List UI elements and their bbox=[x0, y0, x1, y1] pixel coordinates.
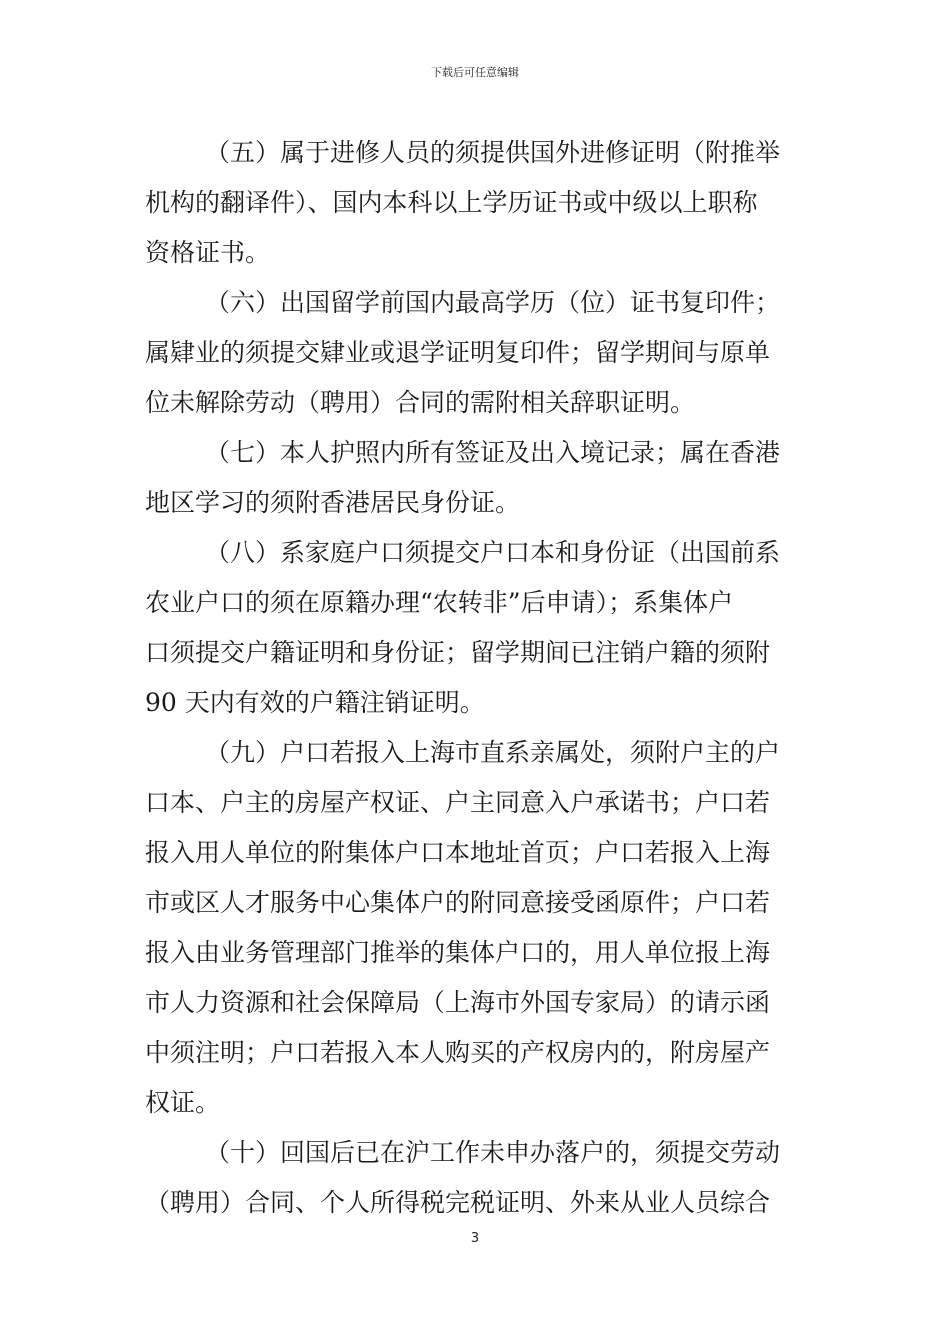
text-line: 属肄业的须提交肄业或退学证明复印件；留学期间与原单 bbox=[145, 338, 771, 367]
paragraph-5 bbox=[145, 128, 790, 278]
paragraph-8 bbox=[145, 528, 790, 728]
text-line: 资格证书。 bbox=[145, 238, 271, 267]
text-line: 位未解除劳动（聘用）合同的需附相关辞职证明。 bbox=[145, 388, 696, 417]
text-line: （五）属于进修人员的须提供国外进修证明（附推举 bbox=[205, 138, 781, 167]
text-line: 口本、户主的房屋产权证、户主同意入户承诺书；户口若 bbox=[145, 788, 771, 817]
text-line: 市或区人才服务中心集体户的附同意接受函原件；户口若 bbox=[145, 888, 771, 917]
text-line: 市人力资源和社会保障局（上海市外国专家局）的请示函 bbox=[145, 988, 771, 1017]
text-line: 农业户口的须在原籍办理“农转非”后申请）；系集体户 bbox=[145, 588, 734, 617]
paragraph-10 bbox=[145, 1128, 790, 1228]
text-line: 权证。 bbox=[145, 1088, 221, 1117]
text-line: 地区学习的须附香港居民身份证。 bbox=[145, 488, 521, 517]
paragraph-9 bbox=[145, 728, 790, 1128]
text-line: （六）出国留学前国内最高学历（位）证书复印件； bbox=[205, 288, 781, 317]
text-line: 中须注明；户口若报入本人购买的产权房内的，附房屋产 bbox=[145, 1038, 771, 1067]
paragraph-7 bbox=[145, 428, 790, 528]
text-line: （八）系家庭户口须提交户口本和身份证（出国前系 bbox=[205, 538, 781, 567]
paragraph-6 bbox=[145, 278, 790, 428]
page-number: 3 bbox=[470, 1231, 480, 1246]
text-line: （聘用）合同、个人所得税完税证明、外来从业人员综合 bbox=[145, 1188, 771, 1217]
page-header: 下载后可任意编辑 bbox=[431, 66, 519, 79]
text-line: （九）户口若报入上海市直系亲属处，须附户主的户 bbox=[205, 738, 781, 767]
document-body bbox=[145, 128, 790, 1228]
text-line: （七）本人护照内所有签证及出入境记录；属在香港 bbox=[205, 438, 781, 467]
text-line: 报入用人单位的附集体户口本地址首页；户口若报入上海 bbox=[145, 838, 771, 867]
text-line: （十）回国后已在沪工作未申办落户的，须提交劳动 bbox=[205, 1138, 781, 1167]
text-line: 90 天内有效的户籍注销证明。 bbox=[145, 688, 485, 717]
text-line: 机构的翻译件）、国内本科以上学历证书或中级以上职称 bbox=[145, 188, 758, 217]
text-line: 报入由业务管理部门推举的集体户口的，用人单位报上海 bbox=[145, 938, 771, 967]
text-line: 口须提交户籍证明和身份证；留学期间已注销户籍的须附 bbox=[145, 638, 771, 667]
